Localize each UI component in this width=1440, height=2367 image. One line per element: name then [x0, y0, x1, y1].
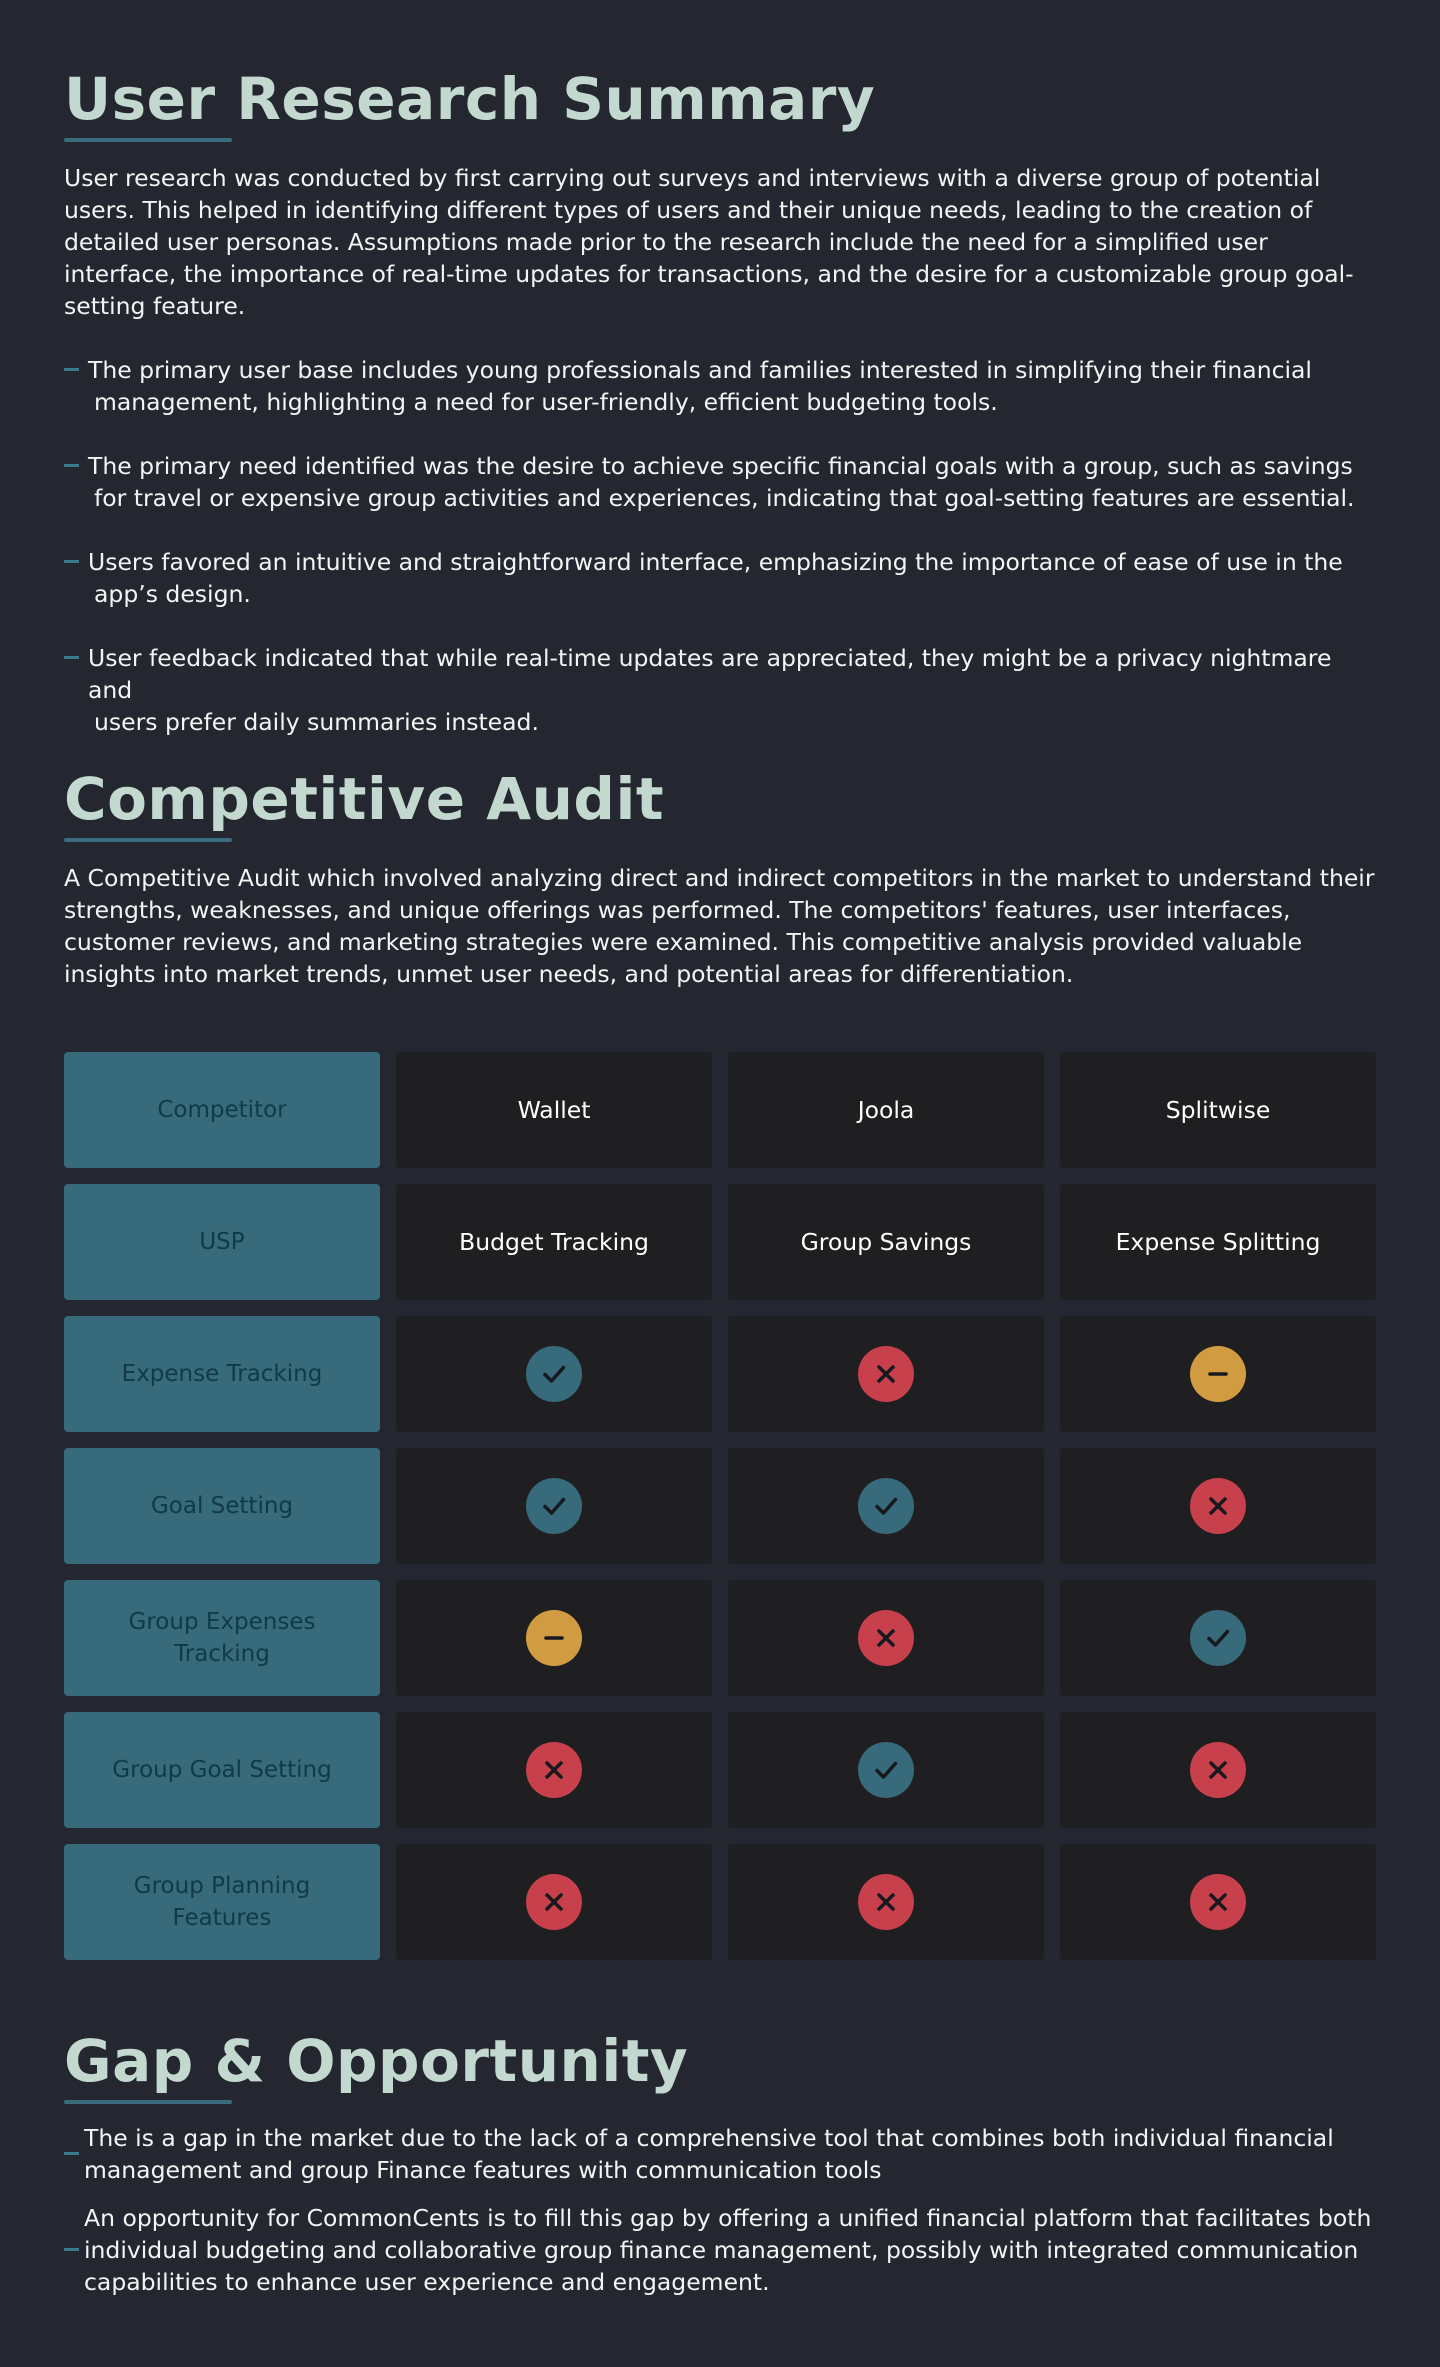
research-intro: User research was conducted by first carrying out surveys and interviews with a diverse group of potential users. This helped in identifying different types of users and their unique needs, leading to the creation of detailed user personas. Assumptions made prior to the research include the need for a simplified user interface, the importance of real-time updates for transactions, and the desire for a customizable group goal-setting feature.	[64, 164, 1354, 320]
finding-item	[64, 546, 1376, 610]
finding-text-continued: for travel or expensive group activities and experiences, indicating that goal-setting features are essential.	[94, 484, 1355, 512]
finding-item	[64, 450, 1376, 514]
minus-icon	[1190, 1346, 1246, 1402]
title-underline	[64, 2100, 232, 2104]
audit-intro: A Competitive Audit which involved analyzing direct and indirect competitors in the market to understand their strengths, weaknesses, and unique offerings was performed. The competitors' features, user interfaces, customer reviews, and marketing strategies were examined. This competitive analysis provided valuable insights into market trends, unmet user needs, and potential areas for differentiation.	[64, 864, 1375, 988]
minus-icon	[526, 1610, 582, 1666]
usp-cell: Expense Splitting	[1060, 1184, 1376, 1300]
gap-items	[64, 2122, 1376, 2298]
finding-text-continued: app’s design.	[94, 580, 251, 608]
feature-status-cell	[396, 1580, 712, 1696]
check-icon	[858, 1742, 914, 1798]
cross-icon	[526, 1742, 582, 1798]
dash-bullet-icon	[64, 656, 79, 659]
audit-title: Competitive Audit	[64, 765, 665, 833]
gap-title: Gap & Opportunity	[64, 2027, 689, 2095]
finding-text: The primary need identified was the desire to achieve specific financial goals with a group, such as savings	[88, 452, 1353, 480]
title-underline	[64, 838, 232, 842]
research-title: User Research Summary	[64, 65, 876, 133]
feature-status-cell	[728, 1580, 1044, 1696]
feature-status-cell	[1060, 1448, 1376, 1564]
dash-bullet-icon	[64, 464, 79, 467]
cross-icon	[858, 1346, 914, 1402]
feature-label-cell: Goal Setting	[64, 1448, 380, 1564]
cross-icon	[1190, 1478, 1246, 1534]
feature-status-cell	[728, 1844, 1044, 1960]
gap-item	[64, 2202, 1376, 2298]
feature-status-cell	[1060, 1580, 1376, 1696]
competitor-header-cell: Competitor	[64, 1052, 380, 1168]
research-section	[64, 64, 1376, 738]
finding-text: User feedback indicated that while real-time updates are appreciated, they might be a privacy nightmare and	[88, 644, 1332, 704]
check-icon	[526, 1346, 582, 1402]
competitive-audit-table	[64, 1052, 1376, 1960]
finding-text: The primary user base includes young professionals and families interested in simplifying their financial	[88, 356, 1312, 384]
cross-icon	[858, 1610, 914, 1666]
finding-text-continued: management, highlighting a need for user-friendly, efficient budgeting tools.	[94, 388, 998, 416]
finding-text: Users favored an intuitive and straightforward interface, emphasizing the importance of ease of use in the	[88, 548, 1343, 576]
cross-icon	[1190, 1742, 1246, 1798]
feature-label-cell: Group Goal Setting	[64, 1712, 380, 1828]
feature-label-cell: Group Planning Features	[64, 1844, 380, 1960]
gap-item-text: The is a gap in the market due to the lack of a comprehensive tool that combines both individual financial management and group Finance features with communication tools	[84, 2124, 1334, 2184]
finding-text-continued: users prefer daily summaries instead.	[94, 708, 539, 736]
feature-status-cell	[1060, 1316, 1376, 1432]
gap-section	[64, 2026, 1376, 2298]
feature-status-cell	[396, 1844, 712, 1960]
research-findings	[64, 354, 1376, 738]
gap-item	[64, 2122, 1376, 2186]
audit-section	[64, 764, 1376, 990]
competitor-name-cell: Wallet	[396, 1052, 712, 1168]
dash-bullet-icon	[64, 560, 79, 563]
feature-status-cell	[728, 1448, 1044, 1564]
cross-icon	[526, 1874, 582, 1930]
dash-bullet-icon	[64, 2248, 79, 2251]
usp-cell: Budget Tracking	[396, 1184, 712, 1300]
check-icon	[1190, 1610, 1246, 1666]
feature-status-cell	[1060, 1712, 1376, 1828]
competitor-name-cell: Splitwise	[1060, 1052, 1376, 1168]
cross-icon	[1190, 1874, 1246, 1930]
dash-bullet-icon	[64, 368, 79, 371]
feature-status-cell	[396, 1316, 712, 1432]
finding-item	[64, 354, 1376, 418]
check-icon	[526, 1478, 582, 1534]
check-icon	[858, 1478, 914, 1534]
cross-icon	[858, 1874, 914, 1930]
feature-status-cell	[1060, 1844, 1376, 1960]
dash-bullet-icon	[64, 2152, 79, 2155]
feature-status-cell	[728, 1316, 1044, 1432]
gap-item-text: An opportunity for CommonCents is to fill this gap by offering a unified financial platform that facilitates both individual budgeting and collaborative group finance management, possibly with integrated communication capabilities to enhance user experience and engagement.	[84, 2204, 1372, 2296]
feature-status-cell	[396, 1448, 712, 1564]
feature-status-cell	[728, 1712, 1044, 1828]
usp-header-cell: USP	[64, 1184, 380, 1300]
title-underline	[64, 138, 232, 142]
feature-label-cell: Expense Tracking	[64, 1316, 380, 1432]
usp-cell: Group Savings	[728, 1184, 1044, 1300]
feature-status-cell	[396, 1712, 712, 1828]
competitor-name-cell: Joola	[728, 1052, 1044, 1168]
feature-label-cell: Group Expenses Tracking	[64, 1580, 380, 1696]
finding-item	[64, 642, 1376, 738]
